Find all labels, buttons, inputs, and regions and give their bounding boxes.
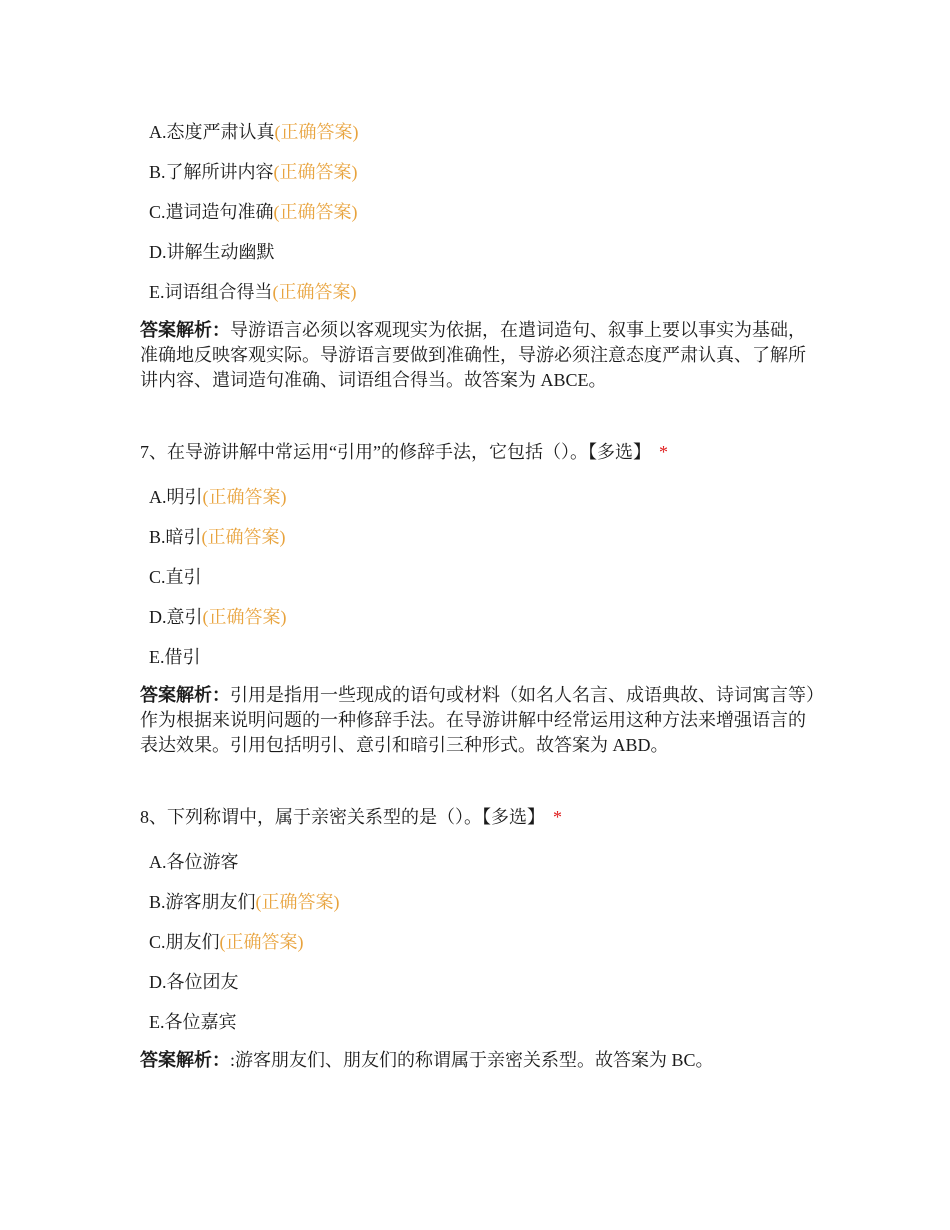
option-e bbox=[140, 272, 820, 312]
option-a bbox=[140, 477, 820, 517]
option-label: D.讲解生动幽默 bbox=[149, 242, 275, 262]
required-mark: * bbox=[553, 807, 562, 827]
option-label: E.各位嘉宾 bbox=[149, 1012, 237, 1032]
analysis-label: 答案解析： bbox=[140, 320, 230, 340]
correct-answer-tag: (正确答案) bbox=[255, 892, 340, 912]
option-label: E.词语组合得当 bbox=[149, 282, 273, 302]
option-label: C.朋友们 bbox=[149, 932, 220, 952]
correct-answer-tag: (正确答案) bbox=[273, 162, 358, 182]
option-label: A.各位游客 bbox=[149, 852, 239, 872]
option-d bbox=[140, 597, 820, 637]
question-block-6 bbox=[140, 112, 820, 393]
option-b bbox=[140, 882, 820, 922]
correct-answer-tag: (正确答案) bbox=[219, 932, 304, 952]
answer-analysis bbox=[140, 683, 820, 758]
answer-analysis bbox=[140, 1048, 820, 1073]
option-b bbox=[140, 517, 820, 557]
options-list bbox=[140, 112, 820, 312]
correct-answer-tag: (正确答案) bbox=[273, 202, 358, 222]
question-title: 7、在导游讲解中常运用“引用”的修辞手法，它包括（）。【多选】 bbox=[140, 442, 651, 462]
correct-answer-tag: (正确答案) bbox=[272, 282, 357, 302]
correct-answer-tag: (正确答案) bbox=[202, 607, 287, 627]
option-e bbox=[140, 637, 820, 677]
analysis-label: 答案解析： bbox=[140, 685, 230, 705]
option-label: B.游客朋友们 bbox=[149, 892, 256, 912]
options-list bbox=[140, 477, 820, 677]
option-label: D.各位团友 bbox=[149, 972, 239, 992]
options-list bbox=[140, 842, 820, 1042]
option-c bbox=[140, 192, 820, 232]
option-d bbox=[140, 962, 820, 1002]
option-label: E.借引 bbox=[149, 647, 201, 667]
answer-analysis bbox=[140, 318, 820, 393]
option-label: A.态度严肃认真 bbox=[149, 122, 275, 142]
correct-answer-tag: (正确答案) bbox=[202, 487, 287, 507]
option-label: D.意引 bbox=[149, 607, 203, 627]
option-label: A.明引 bbox=[149, 487, 203, 507]
option-a bbox=[140, 842, 820, 882]
question-text bbox=[140, 802, 820, 832]
question-title: 8、下列称谓中，属于亲密关系型的是（）。【多选】 bbox=[140, 807, 545, 827]
question-block-7 bbox=[140, 437, 820, 758]
option-b bbox=[140, 152, 820, 192]
option-a bbox=[140, 112, 820, 152]
analysis-text: :游客朋友们、朋友们的称谓属于亲密关系型。故答案为 BC。 bbox=[230, 1050, 714, 1070]
required-mark: * bbox=[658, 442, 668, 462]
option-e bbox=[140, 1002, 820, 1042]
option-label: B.了解所讲内容 bbox=[149, 162, 274, 182]
analysis-label: 答案解析： bbox=[140, 1050, 230, 1070]
option-d bbox=[140, 232, 820, 272]
analysis-text: 导游语言必须以客观现实为依据，在遣词造句、叙事上要以事实为基础，准确地反映客观实际。导游语言要做到准确性，导游必须注意态度严肃认真、了解所讲内容、遣词造句准确、词语组合得当。故答案为 ABCE。 bbox=[140, 320, 806, 390]
document-page bbox=[140, 112, 820, 1073]
option-c bbox=[140, 557, 820, 597]
correct-answer-tag: (正确答案) bbox=[201, 527, 286, 547]
question-block-8 bbox=[140, 802, 820, 1073]
correct-answer-tag: (正确答案) bbox=[274, 122, 359, 142]
option-label: B.暗引 bbox=[149, 527, 202, 547]
option-label: C.直引 bbox=[149, 567, 202, 587]
option-c bbox=[140, 922, 820, 962]
question-text bbox=[140, 437, 820, 467]
option-label: C.遣词造句准确 bbox=[149, 202, 274, 222]
analysis-text: 引用是指用一些现成的语句或材料（如名人名言、成语典故、诗词寓言等）作为根据来说明问题的一种修辞手法。在导游讲解中经常运用这种方法来增强语言的表达效果。引用包括明引、意引和暗引三种形式。故答案为 ABD。 bbox=[140, 685, 815, 755]
